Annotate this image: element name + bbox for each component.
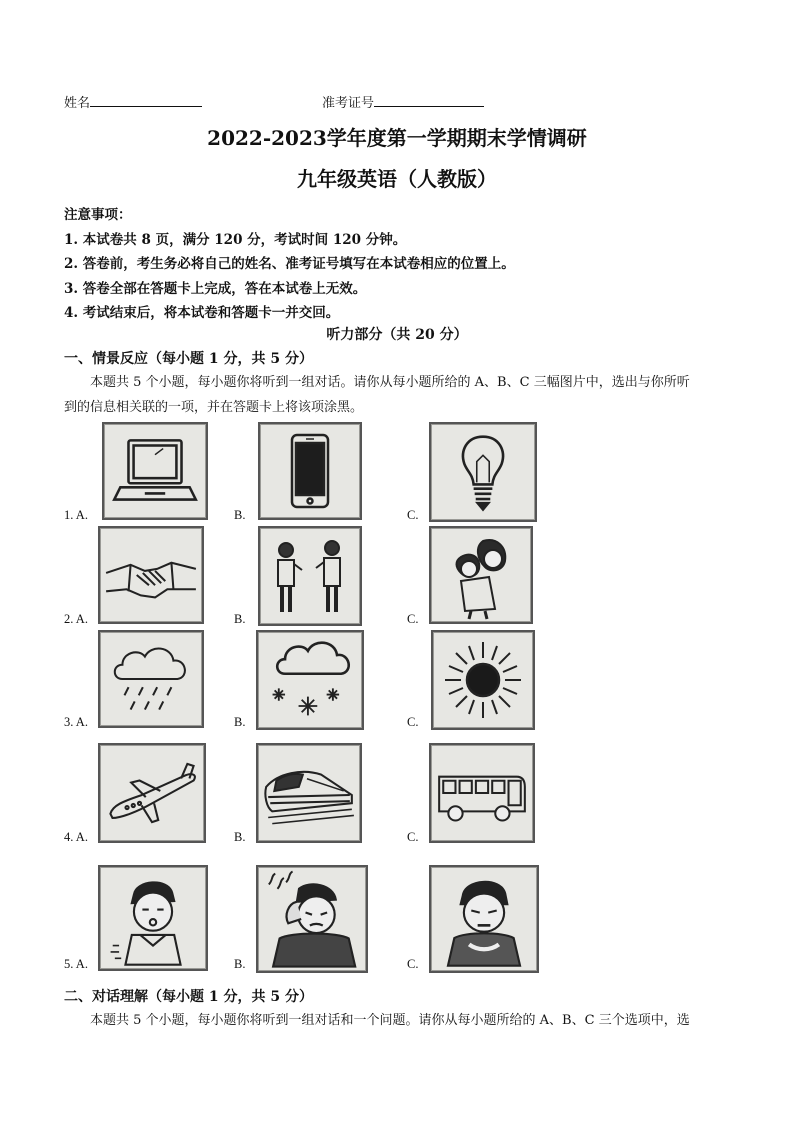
bus-icon [429, 743, 535, 843]
notes-heading: 注意事项： [64, 207, 132, 223]
exam-title: 2022-2023学年度第一学期期末学情调研 [207, 126, 587, 150]
handshake-icon [98, 526, 204, 624]
laptop-icon [102, 422, 208, 520]
stomachache-boy-icon [429, 865, 539, 973]
section2-instruction: 本题共 5 个小题，每小题你将听到一组对话和一个问题。请你从每小题所给的 A、B、C 三个选项中，选 [90, 1013, 690, 1028]
exam-number-blank [374, 94, 484, 107]
exam-subtitle: 九年级英语（人教版） [297, 167, 497, 191]
note-item: 1. 本试卷共 8 页，满分 120 分，考试时间 120 分钟。 [64, 232, 407, 248]
train-icon [256, 743, 362, 843]
coughing-boy-icon [98, 865, 208, 971]
q5-label-b: B. [234, 957, 246, 971]
smartphone-icon [258, 422, 362, 520]
headache-man-icon [256, 865, 368, 973]
note-item: 2. 答卷前，考生务必将自己的姓名、准考证号填写在本试卷相应的位置上。 [64, 256, 515, 272]
section1-instruction [64, 370, 736, 420]
exam-number-field [322, 92, 484, 111]
note-item: 4. 考试结束后，将本试卷和答题卡一并交回。 [64, 305, 340, 321]
section1-instruction-line1: 本题共 5 个小题，每小题你将听到一组对话。请你从每小题所给的 A、B、C 三幅图片中，选出与你所听 [90, 375, 690, 390]
snow-cloud-icon [256, 630, 364, 730]
name-label: 姓名 [64, 96, 91, 111]
q2-label-c: C. [407, 612, 419, 626]
q2-label-a: 2. A. [64, 612, 88, 626]
listening-part-header: 听力部分（共 20 分） [326, 327, 468, 343]
rain-cloud-icon [98, 630, 204, 728]
airplane-icon [98, 743, 206, 843]
section2-title: 二、对话理解（每小题 1 分，共 5 分） [64, 989, 313, 1005]
sun-icon [431, 630, 535, 730]
q4-label-c: C. [407, 830, 419, 844]
section1-instruction-line2: 到的信息相关联的一项，并在答题卡上将该项涂黑。 [64, 400, 364, 415]
section1-title: 一、情景反应（每小题 1 分，共 5 分） [64, 351, 313, 367]
two-men-talking-icon [258, 526, 362, 626]
q4-label-a: 4. A. [64, 830, 88, 844]
q5-label-a: 5. A. [64, 957, 88, 971]
hug-icon [429, 526, 533, 624]
q1-label-a: 1. A. [64, 508, 88, 522]
q5-label-c: C. [407, 957, 419, 971]
name-blank [90, 94, 202, 107]
exam-number-label: 准考证号 [322, 96, 375, 111]
q3-label-a: 3. A. [64, 715, 88, 729]
q1-label-b: B. [234, 508, 246, 522]
q4-label-b: B. [234, 830, 246, 844]
q2-label-b: B. [234, 612, 246, 626]
q3-label-c: C. [407, 715, 419, 729]
note-item: 3. 答卷全部在答题卡上完成，答在本试卷上无效。 [64, 281, 367, 297]
q3-label-b: B. [234, 715, 246, 729]
name-field [64, 92, 202, 111]
light-bulb-icon [429, 422, 537, 522]
q1-label-c: C. [407, 508, 419, 522]
